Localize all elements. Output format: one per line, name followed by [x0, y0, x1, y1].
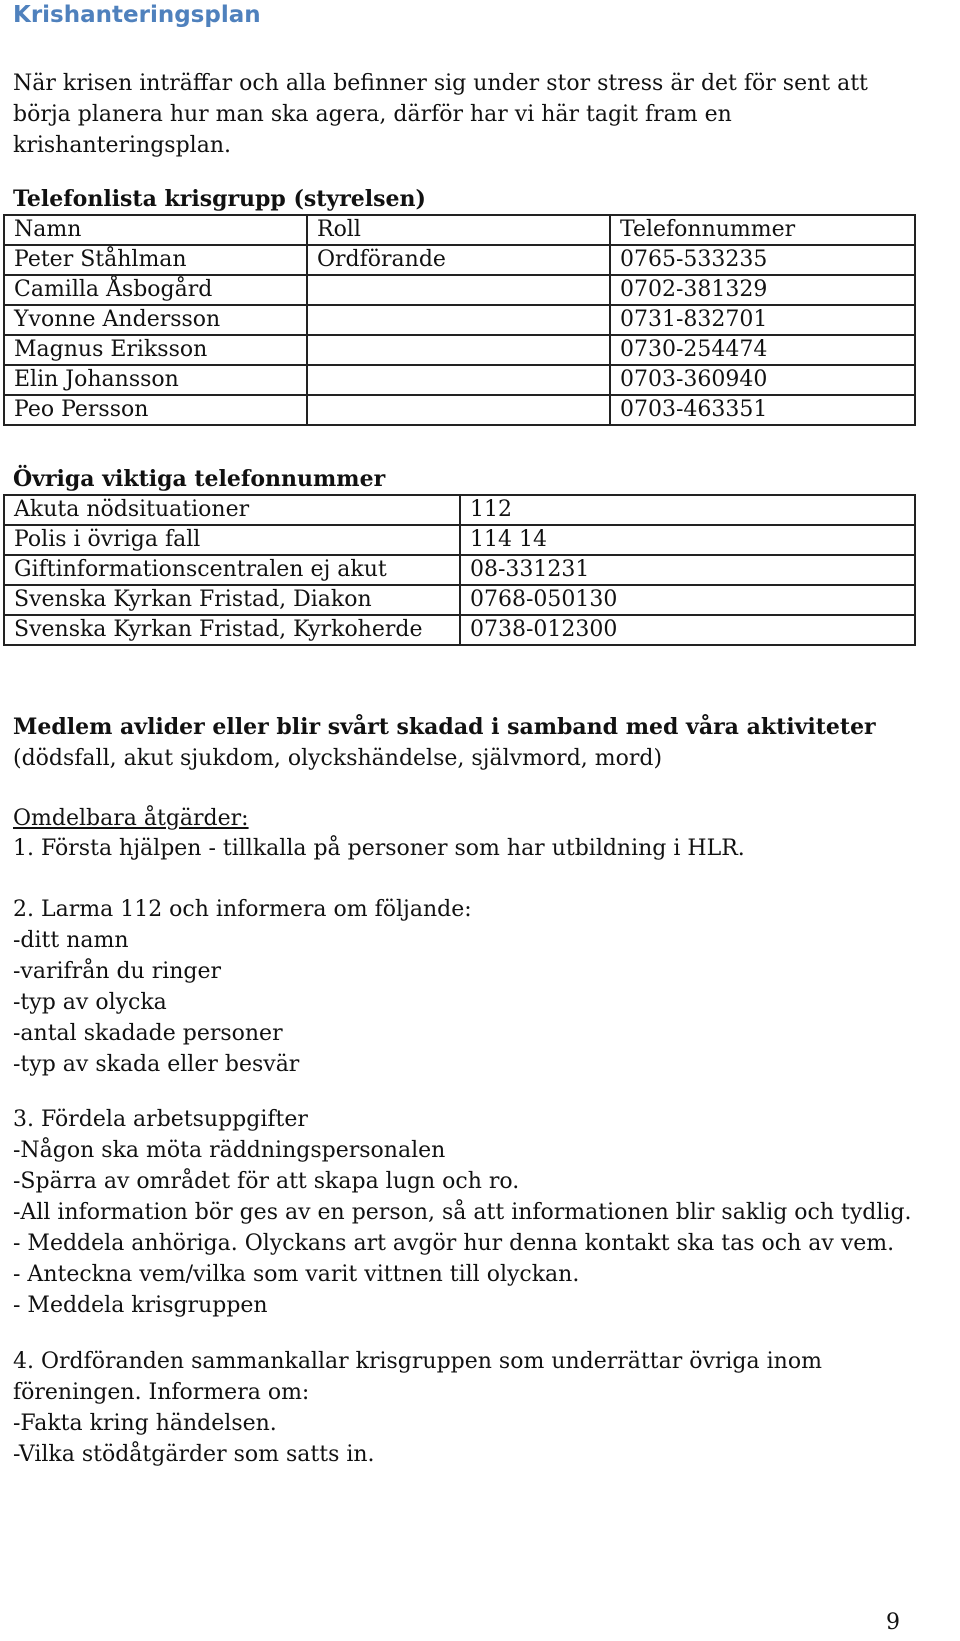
- step-line: -typ av skada eller besvär: [13, 1052, 300, 1077]
- step-line: -typ av olycka: [13, 990, 167, 1015]
- step-line: -antal skadade personer: [13, 1021, 283, 1046]
- step-line: -Vilka stödåtgärder som satts in.: [13, 1442, 375, 1467]
- step-line: föreningen. Informera om:: [13, 1380, 310, 1405]
- intro-line: krishanteringsplan.: [13, 133, 231, 158]
- contact-number: 114 14: [460, 525, 915, 555]
- step-line: -ditt namn: [13, 928, 129, 953]
- table-row: [4, 615, 915, 645]
- member-phone: 0703-360940: [610, 365, 915, 395]
- other-numbers-heading: Övriga viktiga telefonnummer: [13, 466, 386, 492]
- member-role: [307, 335, 610, 365]
- table-row: [4, 275, 915, 305]
- member-role: [307, 395, 610, 425]
- member-phone: 0765-533235: [610, 245, 915, 275]
- step-1: 1. Första hjälpen - tillkalla på personer som har utbildning i HLR.: [13, 836, 745, 861]
- incident-subheading: (dödsfall, akut sjukdom, olyckshändelse, självmord, mord): [13, 746, 663, 771]
- member-name: Elin Johansson: [4, 365, 307, 395]
- intro-paragraph: [13, 68, 913, 161]
- member-name: Yvonne Andersson: [4, 305, 307, 335]
- table-row: [4, 395, 915, 425]
- member-role: [307, 305, 610, 335]
- member-phone: 0702-381329: [610, 275, 915, 305]
- step-line: 2. Larma 112 och informera om följande:: [13, 897, 472, 922]
- member-phone: 0731-832701: [610, 305, 915, 335]
- table-row: [4, 585, 915, 615]
- step-line: 4. Ordföranden sammankallar krisgruppen som underrättar övriga inom: [13, 1349, 822, 1374]
- contact-number: 08-331231: [460, 555, 915, 585]
- table-row: [4, 245, 915, 275]
- contact-number: 112: [460, 495, 915, 525]
- step-2: [13, 894, 943, 1080]
- contact-label: Akuta nödsituationer: [4, 495, 460, 525]
- member-phone: 0703-463351: [610, 395, 915, 425]
- member-role: [307, 275, 610, 305]
- step-line: - Meddela krisgruppen: [13, 1293, 268, 1318]
- member-role: Ordförande: [307, 245, 610, 275]
- step-line: -Någon ska möta räddningspersonalen: [13, 1138, 446, 1163]
- table-row: [4, 335, 915, 365]
- step-line: -Spärra av området för att skapa lugn och ro.: [13, 1169, 520, 1194]
- contact-number: 0768-050130: [460, 585, 915, 615]
- contact-label: Svenska Kyrkan Fristad, Diakon: [4, 585, 460, 615]
- crisis-group-table: [3, 214, 916, 426]
- other-numbers-table: [3, 494, 916, 646]
- member-name: Peter Ståhlman: [4, 245, 307, 275]
- table-header-row: [4, 215, 915, 245]
- header-name: Namn: [4, 215, 307, 245]
- step-line: -Fakta kring händelsen.: [13, 1411, 277, 1436]
- header-phone: Telefonnummer: [610, 215, 915, 245]
- step-line: 3. Fördela arbetsuppgifter: [13, 1107, 308, 1132]
- step-4: [13, 1346, 943, 1470]
- step-line: - Anteckna vem/vilka som varit vittnen till olyckan.: [13, 1262, 580, 1287]
- contact-label: Svenska Kyrkan Fristad, Kyrkoherde: [4, 615, 460, 645]
- table-row: [4, 365, 915, 395]
- table-row: [4, 525, 915, 555]
- step-3: [13, 1104, 943, 1321]
- step-line: -varifrån du ringer: [13, 959, 222, 984]
- page-title: Krishanteringsplan: [13, 2, 261, 28]
- table-row: [4, 495, 915, 525]
- actions-label: Omdelbara åtgärder:: [13, 806, 249, 831]
- table-row: [4, 305, 915, 335]
- contact-label: Polis i övriga fall: [4, 525, 460, 555]
- member-role: [307, 365, 610, 395]
- contact-label: Giftinformationscentralen ej akut: [4, 555, 460, 585]
- header-role: Roll: [307, 215, 610, 245]
- page-number: 9: [886, 1610, 900, 1635]
- incident-heading: Medlem avlider eller blir svårt skadad i samband med våra aktiviteter: [13, 714, 876, 740]
- member-name: Camilla Åsbogård: [4, 275, 307, 305]
- intro-line: börja planera hur man ska agera, därför har vi här tagit fram en: [13, 102, 732, 127]
- member-name: Peo Persson: [4, 395, 307, 425]
- member-name: Magnus Eriksson: [4, 335, 307, 365]
- crisis-group-heading: Telefonlista krisgrupp (styrelsen): [13, 186, 426, 212]
- step-line: -All information bör ges av en person, så att informationen blir saklig och tydlig.: [13, 1200, 912, 1225]
- step-line: - Meddela anhöriga. Olyckans art avgör hur denna kontakt ska tas och av vem.: [13, 1231, 895, 1256]
- intro-line: När krisen inträffar och alla befinner sig under stor stress är det för sent att: [13, 71, 868, 96]
- table-row: [4, 555, 915, 585]
- contact-number: 0738-012300: [460, 615, 915, 645]
- member-phone: 0730-254474: [610, 335, 915, 365]
